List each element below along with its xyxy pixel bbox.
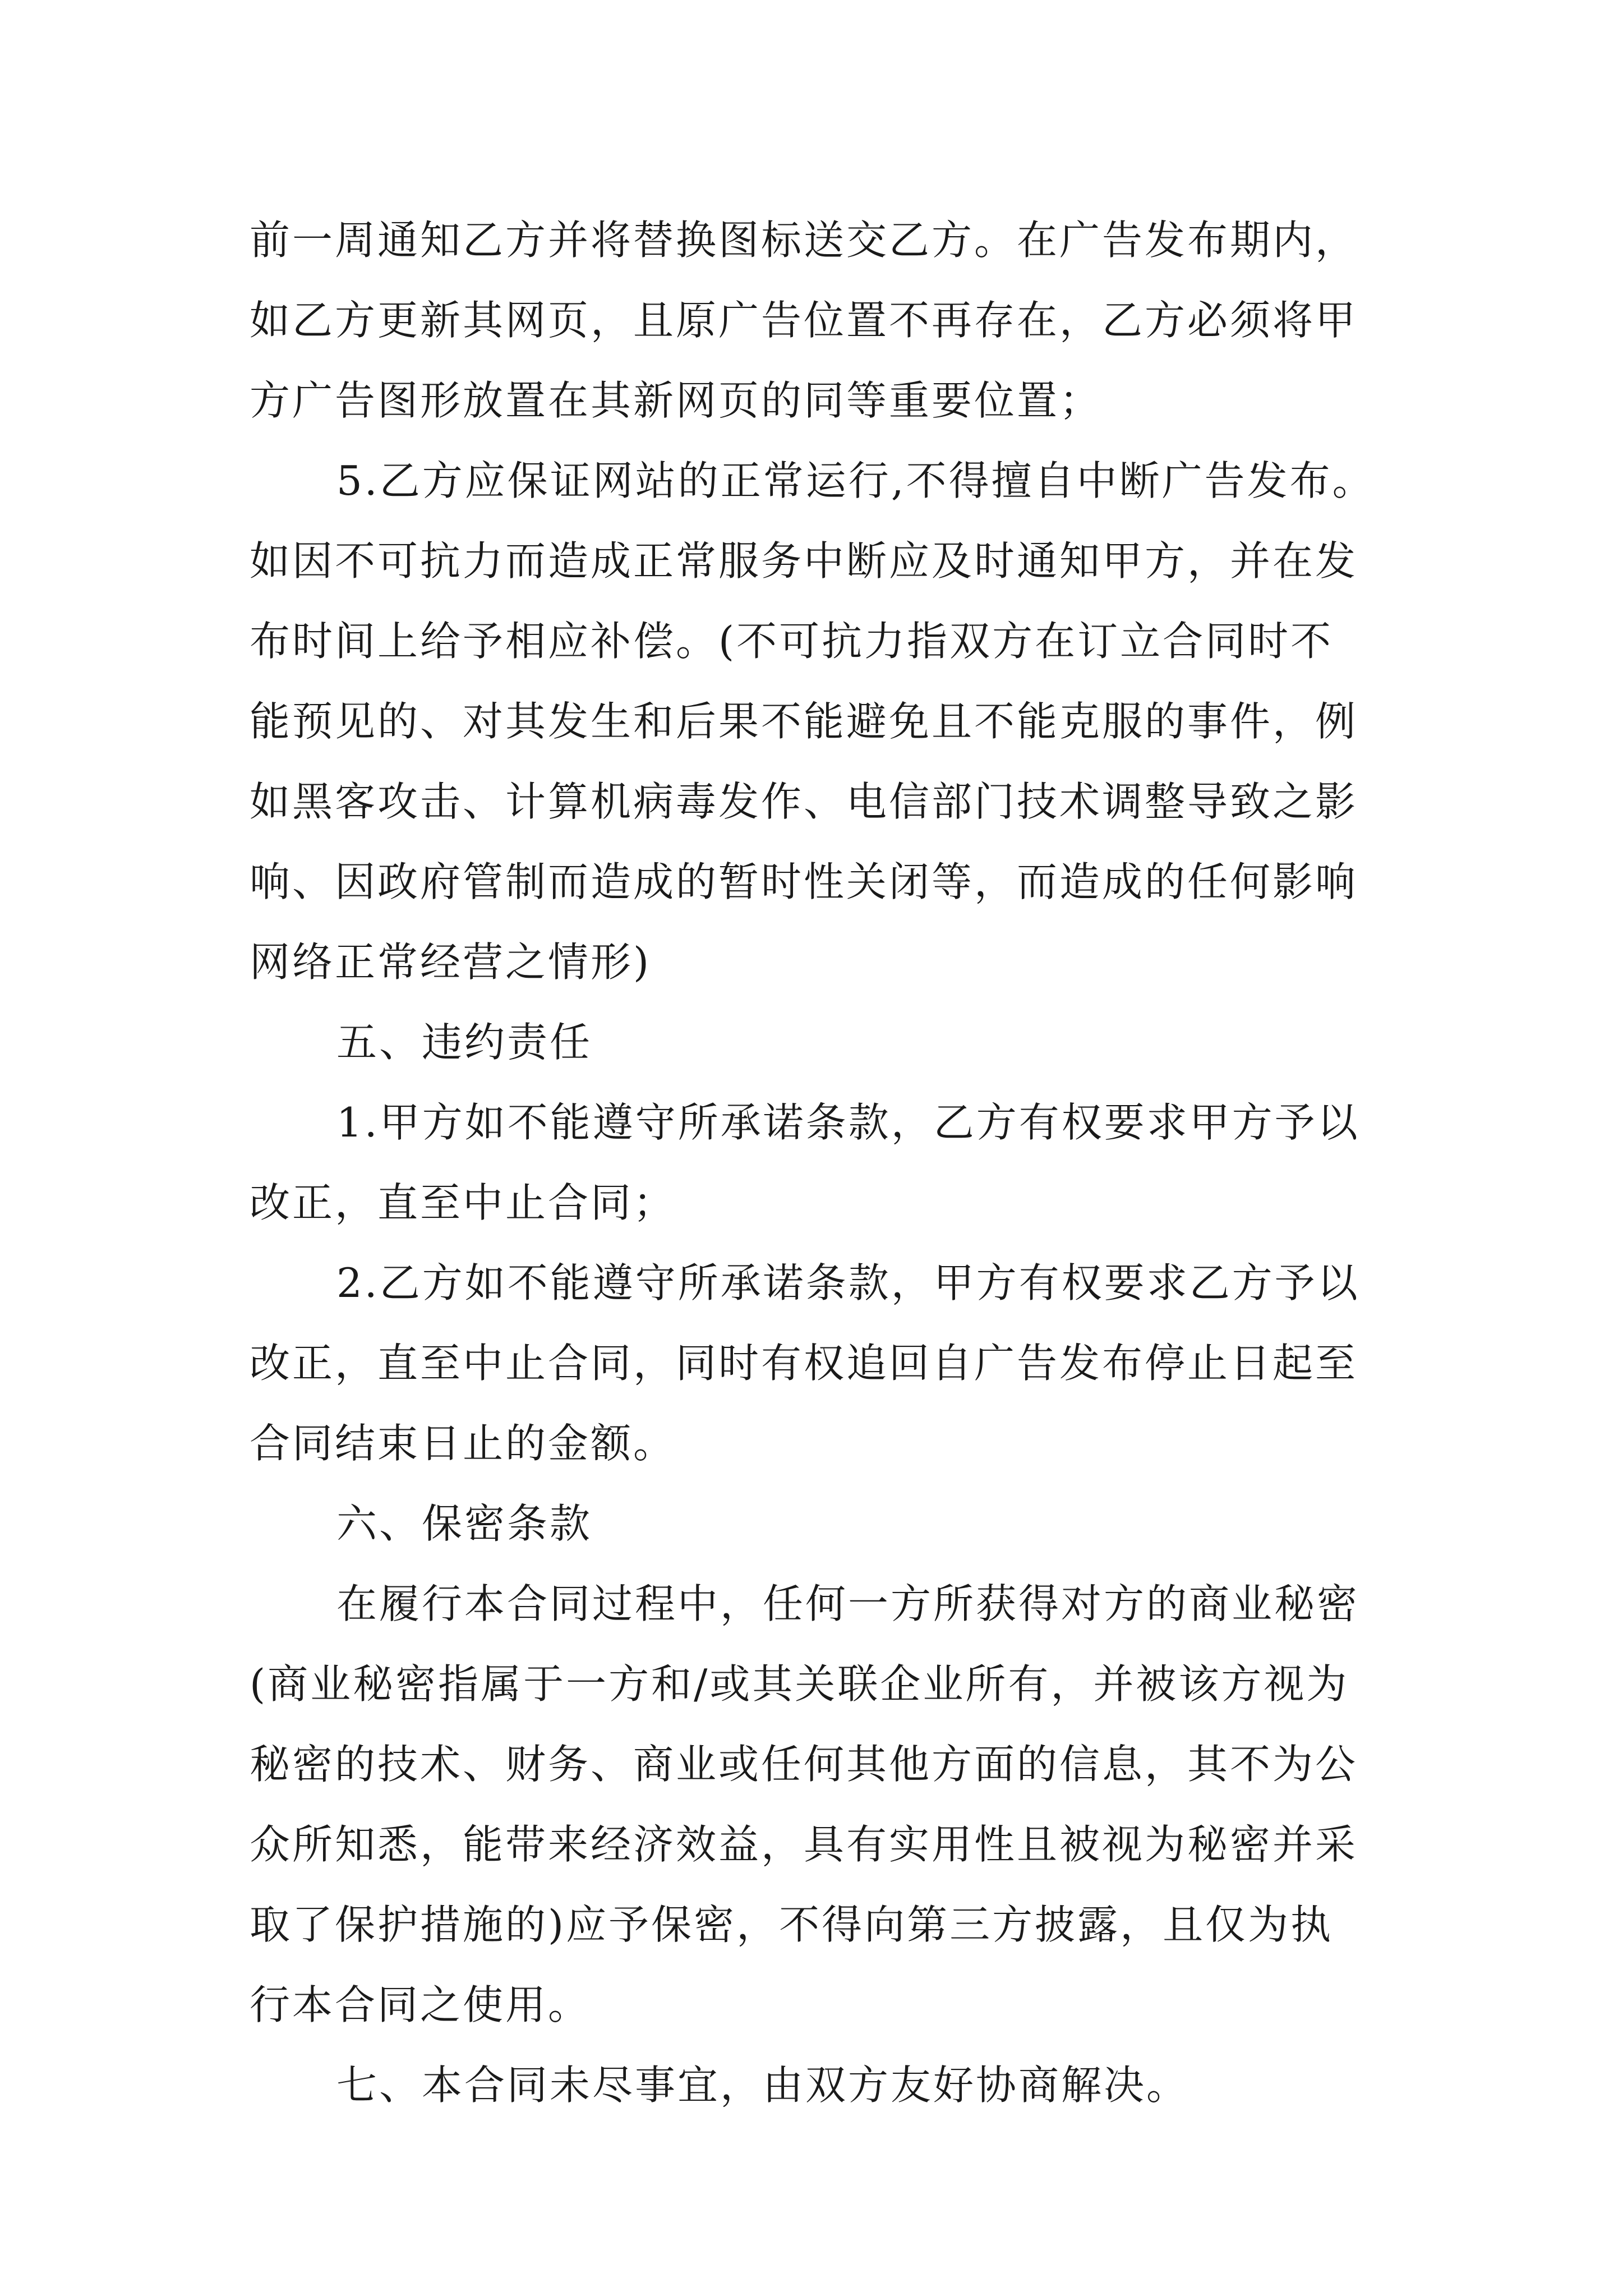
- clause-5-start: 5.乙方应保证网站的正常运行,不得擅自中断广告发布。: [336, 457, 1375, 504]
- text-line: 布时间上给予相应补偿。(不可抗力指双方在订立合同时不: [250, 618, 1334, 665]
- section-heading-confidentiality: 六、保密条款: [336, 1500, 593, 1547]
- text-line: 取了保护措施的)应予保密，不得向第三方披露，且仅为执: [250, 1901, 1334, 1948]
- text-line: 如因不可抗力而造成正常服务中断应及时通知甲方，并在发: [250, 537, 1358, 585]
- document-body: [250, 216, 1399, 2141]
- section-heading-other-matters: 七、本合同未尽事宜，由双方友好协商解决。: [336, 2062, 1189, 2109]
- text-line: 如黑客攻击、计算机病毒发作、电信部门技术调整导致之影: [250, 778, 1358, 825]
- text-line: 响、因政府管制而造成的暂时性关闭等，而造成的任何影响: [250, 858, 1358, 905]
- text-line: 如乙方更新其网页，且原广告位置不再存在，乙方必须将甲: [250, 297, 1358, 344]
- clause-2-start: 2.乙方如不能遵守所承诺条款，甲方有权要求乙方予以: [336, 1259, 1360, 1306]
- confidentiality-paragraph-start: 在履行本合同过程中，任何一方所获得对方的商业秘密: [336, 1580, 1360, 1627]
- text-line: 能预见的、对其发生和后果不能避免且不能克服的事件，例: [250, 698, 1358, 745]
- text-line: (商业秘密指属于一方和/或其关联企业所有，并被该方视为: [250, 1660, 1349, 1708]
- text-line: 众所知悉，能带来经济效益，具有实用性且被视为秘密并采: [250, 1821, 1358, 1868]
- text-line: 网络正常经营之情形): [250, 938, 652, 986]
- clause-1-start: 1.甲方如不能遵守所承诺条款，乙方有权要求甲方予以: [336, 1099, 1360, 1146]
- text-line: 前一周通知乙方并将替换图标送交乙方。在广告发布期内，: [250, 217, 1358, 264]
- text-line: 秘密的技术、财务、商业或任何其他方面的信息，其不为公: [250, 1741, 1358, 1788]
- text-line: 方广告图形放置在其新网页的同等重要位置；: [250, 377, 1103, 424]
- text-line: 改正，直至中止合同；: [250, 1179, 676, 1226]
- text-line: 改正，直至中止合同，同时有权追回自广告发布停止日起至: [250, 1340, 1358, 1387]
- text-line: 合同结束日止的金额。: [250, 1420, 676, 1467]
- section-heading-breach: 五、违约责任: [336, 1019, 593, 1066]
- text-line: 行本合同之使用。: [250, 1981, 591, 2028]
